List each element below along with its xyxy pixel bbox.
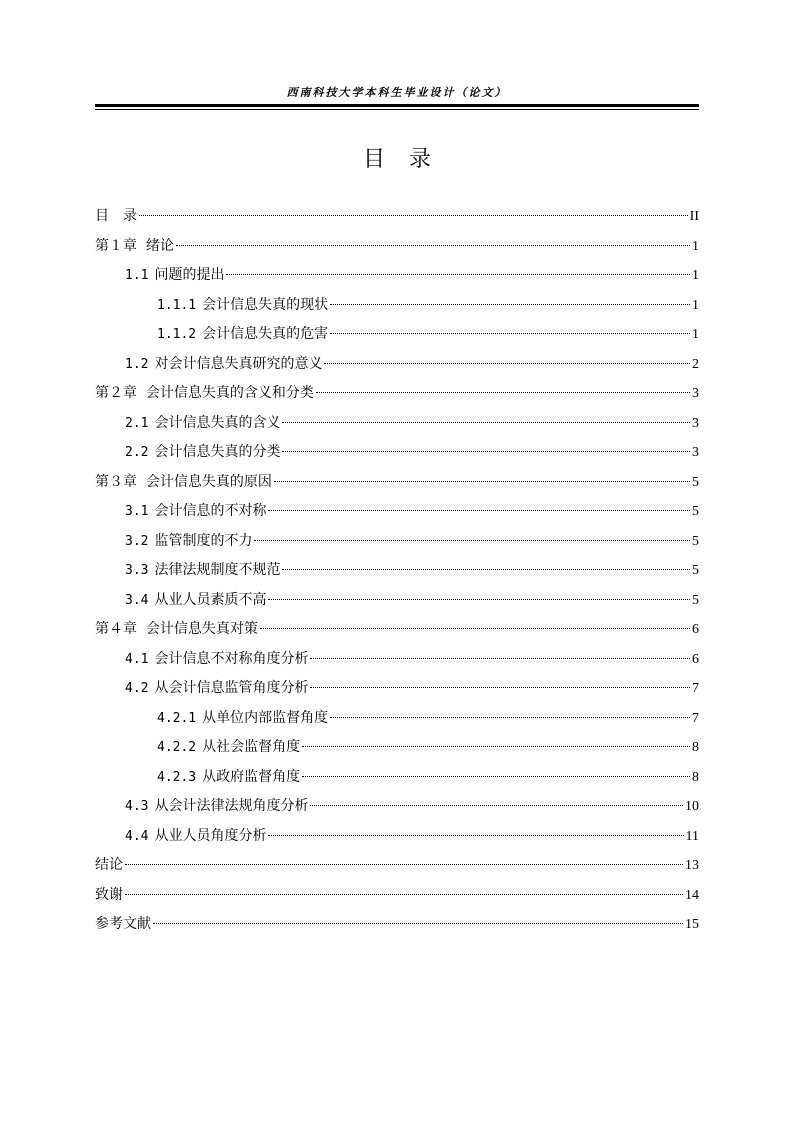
toc-entry-title: 会计信息失真的含义 bbox=[154, 414, 281, 431]
toc-entry-number: 1.1.2 bbox=[157, 327, 197, 342]
toc-entry-title: 问题的提出 bbox=[154, 267, 225, 283]
header-rule-thick bbox=[95, 104, 699, 107]
toc-dot-leader bbox=[282, 568, 690, 570]
toc-entry-title: 从会计信息监管角度分析 bbox=[154, 680, 309, 696]
toc-entry-page: 10 bbox=[685, 799, 699, 814]
toc-dot-leader bbox=[330, 716, 690, 718]
toc-entry-page: 1 bbox=[692, 268, 699, 283]
toc-entry[interactable] bbox=[95, 291, 699, 321]
toc-entry-number: 4.3 bbox=[125, 799, 149, 814]
toc-dot-leader bbox=[330, 332, 690, 334]
toc-dot-leader bbox=[176, 244, 690, 246]
toc-dot-leader bbox=[324, 362, 690, 364]
toc-entry-title: 从政府监督角度 bbox=[202, 768, 301, 785]
toc-entry-title: 法律法规制度不规范 bbox=[154, 562, 281, 578]
toc-dot-leader bbox=[310, 657, 690, 659]
toc-dot-leader bbox=[260, 627, 690, 629]
toc-entry-page: 15 bbox=[685, 917, 699, 932]
toc-dot-leader bbox=[302, 775, 690, 777]
table-of-contents bbox=[95, 202, 699, 940]
toc-entry-title: 目 录 bbox=[95, 208, 137, 224]
toc-entry-number: 1.1.1 bbox=[157, 297, 197, 313]
toc-entry[interactable] bbox=[95, 438, 699, 468]
toc-entry[interactable] bbox=[95, 674, 699, 704]
toc-entry[interactable] bbox=[95, 556, 699, 586]
toc-entry-page: II bbox=[689, 209, 699, 224]
toc-entry-page: 3 bbox=[692, 386, 699, 401]
toc-entry-title: 从社会监督角度 bbox=[202, 739, 301, 755]
toc-entry[interactable] bbox=[95, 733, 699, 763]
toc-dot-leader bbox=[330, 303, 690, 305]
toc-dot-leader bbox=[125, 893, 683, 895]
toc-entry-page: 5 bbox=[692, 474, 699, 490]
header-rule-thin bbox=[95, 109, 699, 110]
toc-entry-title: 对会计信息失真研究的意义 bbox=[154, 355, 323, 372]
toc-entry-number: 3.2 bbox=[125, 533, 149, 549]
toc-entry-title: 从单位内部监督角度 bbox=[202, 709, 329, 726]
toc-entry-page: 5 bbox=[692, 504, 699, 519]
toc-entry[interactable] bbox=[95, 379, 699, 409]
toc-entry-title: 第３章 会计信息失真的原因 bbox=[95, 473, 272, 490]
toc-entry[interactable] bbox=[95, 350, 699, 380]
toc-entry-title: 第４章 会计信息失真对策 bbox=[95, 621, 258, 637]
toc-entry[interactable] bbox=[95, 881, 699, 911]
toc-entry[interactable] bbox=[95, 851, 699, 881]
toc-entry-number: 4.4 bbox=[125, 828, 149, 844]
toc-entry[interactable] bbox=[95, 468, 699, 498]
toc-entry-title: 从业人员素质不高 bbox=[154, 591, 267, 608]
toc-entry-page: 2 bbox=[692, 356, 699, 372]
toc-entry-number: 4.2.1 bbox=[157, 710, 197, 726]
toc-dot-leader bbox=[139, 214, 688, 216]
toc-entry-page: 13 bbox=[685, 858, 699, 873]
toc-entry-page: 6 bbox=[692, 622, 699, 637]
toc-entry-page: 8 bbox=[692, 769, 699, 785]
toc-entry-number: 4.2.3 bbox=[157, 769, 197, 785]
toc-dot-leader bbox=[282, 421, 690, 423]
toc-entry[interactable] bbox=[95, 232, 699, 262]
toc-entry-title: 从业人员角度分析 bbox=[154, 827, 267, 844]
toc-dot-leader bbox=[282, 450, 690, 452]
toc-entry-page: 7 bbox=[692, 710, 699, 726]
toc-entry[interactable] bbox=[95, 763, 699, 793]
toc-entry-page: 11 bbox=[685, 828, 699, 844]
toc-entry[interactable] bbox=[95, 645, 699, 675]
toc-entry[interactable] bbox=[95, 261, 699, 291]
toc-entry-number: 4.2 bbox=[125, 681, 149, 696]
toc-entry-number: 3.4 bbox=[125, 592, 149, 608]
toc-entry-title: 监管制度的不力 bbox=[154, 532, 253, 549]
toc-entry[interactable] bbox=[95, 586, 699, 616]
toc-dot-leader bbox=[274, 480, 690, 482]
toc-entry-title: 会计信息不对称角度分析 bbox=[154, 650, 309, 667]
toc-entry-title: 会计信息的不对称 bbox=[154, 503, 267, 519]
toc-entry-page: 5 bbox=[692, 563, 699, 578]
toc-entry-number: 2.1 bbox=[125, 415, 149, 431]
toc-dot-leader bbox=[268, 598, 690, 600]
toc-entry-number: 1.2 bbox=[125, 356, 149, 372]
toc-entry[interactable] bbox=[95, 792, 699, 822]
toc-entry-title: 会计信息失真的现状 bbox=[202, 296, 329, 313]
page-title-char-2: 录 bbox=[409, 147, 432, 172]
toc-entry[interactable] bbox=[95, 202, 699, 232]
toc-dot-leader bbox=[268, 509, 690, 511]
toc-entry-number: 3.3 bbox=[125, 563, 149, 578]
toc-entry-page: 3 bbox=[692, 415, 699, 431]
toc-entry-title: 第２章 会计信息失真的含义和分类 bbox=[95, 385, 314, 401]
page-title bbox=[95, 142, 699, 173]
toc-entry[interactable] bbox=[95, 409, 699, 439]
toc-entry-page: 5 bbox=[692, 533, 699, 549]
toc-entry-number: 1.1 bbox=[125, 268, 149, 283]
toc-entry-number: 3.1 bbox=[125, 504, 149, 519]
toc-dot-leader bbox=[125, 863, 683, 865]
toc-entry[interactable] bbox=[95, 527, 699, 557]
toc-entry[interactable] bbox=[95, 497, 699, 527]
toc-entry-title: 参考文献 bbox=[95, 916, 151, 932]
toc-dot-leader bbox=[316, 391, 690, 393]
toc-entry-page: 7 bbox=[692, 681, 699, 696]
toc-entry-page: 3 bbox=[692, 445, 699, 460]
toc-dot-leader bbox=[310, 804, 683, 806]
toc-entry-page: 6 bbox=[692, 651, 699, 667]
toc-entry-title: 会计信息失真的分类 bbox=[154, 444, 281, 460]
toc-entry-title: 结论 bbox=[95, 857, 123, 873]
toc-entry-title: 致谢 bbox=[95, 886, 123, 903]
toc-entry-number: 4.1 bbox=[125, 651, 149, 667]
toc-entry-page: 14 bbox=[685, 887, 699, 903]
toc-entry-page: 8 bbox=[692, 740, 699, 755]
page-title-char-1: 目 bbox=[362, 147, 385, 172]
toc-entry[interactable] bbox=[95, 320, 699, 350]
toc-entry-title: 会计信息失真的危害 bbox=[202, 326, 329, 342]
toc-dot-leader bbox=[226, 273, 690, 275]
toc-entry[interactable] bbox=[95, 822, 699, 852]
toc-entry[interactable] bbox=[95, 910, 699, 940]
toc-entry-page: 1 bbox=[692, 327, 699, 342]
toc-entry-page: 1 bbox=[692, 297, 699, 313]
toc-entry-number: 2.2 bbox=[125, 445, 149, 460]
toc-entry-title: 从会计法律法规角度分析 bbox=[154, 798, 309, 814]
toc-entry-number: 4.2.2 bbox=[157, 740, 197, 755]
toc-entry[interactable] bbox=[95, 615, 699, 645]
toc-dot-leader bbox=[254, 539, 690, 541]
toc-dot-leader bbox=[268, 834, 683, 836]
running-header: 西南科技大学本科生毕业设计（论文） bbox=[286, 86, 508, 99]
toc-dot-leader bbox=[310, 686, 690, 688]
toc-dot-leader bbox=[302, 745, 690, 747]
toc-dot-leader bbox=[153, 922, 683, 924]
toc-entry-page: 5 bbox=[692, 592, 699, 608]
toc-entry[interactable] bbox=[95, 704, 699, 734]
toc-entry-title: 第１章 绪论 bbox=[95, 237, 174, 254]
toc-entry-page: 1 bbox=[692, 238, 699, 254]
